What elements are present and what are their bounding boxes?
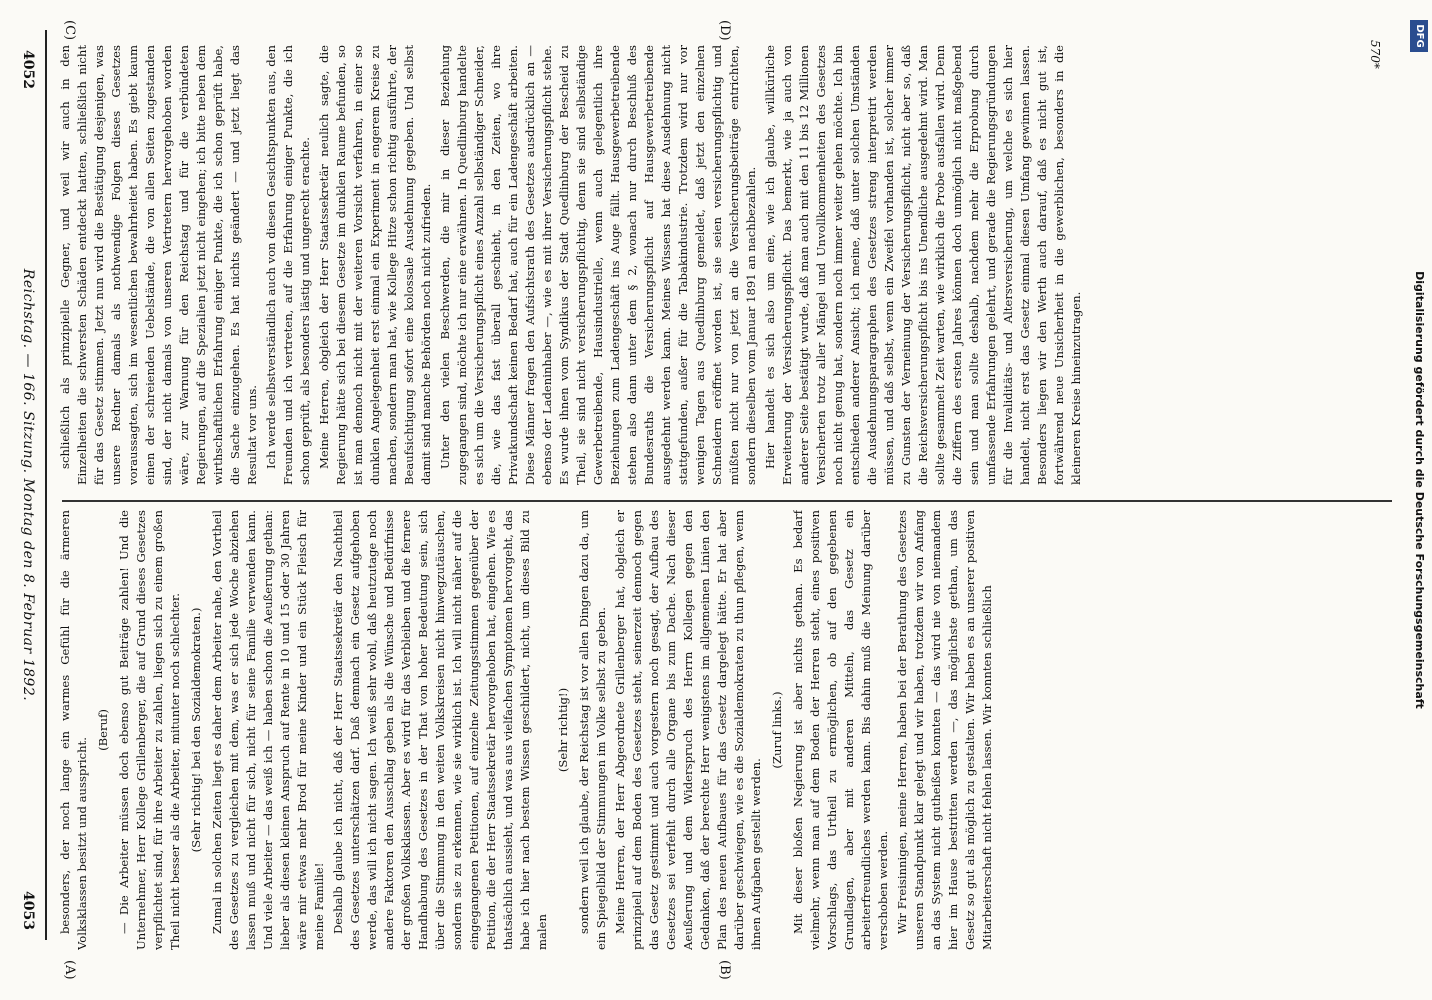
margin-mark-b: (B) xyxy=(717,960,732,980)
paragraph: Zumal in solchen Zeiten liegt es daher dem Arbeiter nahe, den Vortheil des Gesetzes zu vergleichen mit dem, was er sich jede Woche abziehen lassen muß und nicht für sich, nicht für seine Familie verwenden kann. Und viele Arbeiter — das weiß ich — haben schon die Aeußerung gethan: lieber als diesen kleinen Anspruch auf Rente in 10 und 15 oder 30 Jahren wäre mir etwas mehr Brod für meine Kinder und ein Stück Fleisch für meine Familie! xyxy=(210,510,326,950)
paragraph: Mit dieser bloßen Negierung ist aber nichts gethan. Es bedarf vielmehr, wenn man auf dem Boden der Herren steht, eines positiven Vorschlags, das Urtheil zu ermöglichen, ob auf den gegebenen Grundlagen, aber mit anderen Mitteln, das Gesetz ein arbeiterfreundliches werden kann. Bis dahin muß die Meinung darüber verschoben werden. xyxy=(791,510,890,950)
paragraph: Wir Freisinnigen, meine Herren, haben bei der Berathung des Gesetzes unseren Standpunkt klar gelegt und wir haben, trotzdem wir von Anfang an das System nicht gutheißen konnten — das wird nie von niemandem hier im Hause bestritten werden —, das möglichste gethan, um das Gesetz so gut als möglich zu gestalten. Wir haben es an unserer positiven Mitarbeiterschaft nicht fehlen lassen. Wir konnten schließlich xyxy=(895,510,994,950)
paragraph: — Die Arbeiter müssen doch ebenso gut Beiträge zahlen! Und die Unternehmer, Herr Kollege Grillenberger, die auf Grund dieses Gesetzes verpflichtet sind, für ihre Arbeiter zu zahlen, liegen sich zu einem großen Theil nicht besser als die Arbeiter, mitunter noch schlechter. xyxy=(117,510,182,950)
digitization-credit: Digitalisierung gefördert durch die Deutsche Forschungsgemeinschaft xyxy=(1413,271,1426,709)
interjection: (Sehr richtig! bei den Sozialdemokraten.) xyxy=(189,607,203,853)
paragraph: sondern weil ich glaube, der Reichstag ist vor allen Dingen dazu da, um ein Spiegelbild der Stimmungen im Volke selbst zu geben. xyxy=(577,510,608,950)
paragraph: Unter den vielen Beschwerden, die mir in dieser Beziehung zugegangen sind, möchte ich nur eine erwähnen. In Quedlinburg handelte es sich um die Versicherungspflicht eines Anzahl selbständiger Schneider, die, wie das fast überall geschieht, in den Zeiten, wo ihre Privatkundschaft keinen Bedarf hat, auch für ein Ladengeschäft arbeiten. Diese Männer fragen den Aufsichtsrath des Gesetzes ausdrücklich an — ebenso der Ladeninhaber —, wie es mit ihrer Versicherungspflicht stehe. Es wurde ihnen vom Syndikus der Stadt Quedlinburg der Bescheid zu Theil, sie sind nicht versicherungspflichtig, denn sie sind selbständige Gewerbetreibende, Hausindustrielle, wenn auch gelegentlich ihre Beziehungen zum Ladengeschäft ins Auge fällt. Hausgewerbetreibende stehen also dann unter dem § 2, wonach nur durch Beschluß des Bundesraths die Versicherungspflicht auf Hausgewerbetreibende ausgedehnt werden kann. Meines Wissens hat diese Ausdehnung nicht stattgefunden, außer für die Tabakindustrie. Trotzdem wird nur vor wenigen Tagen aus Quedlinburg gemeldet, daß jetzt den einzelnen Schneidern eröffnet worden ist, sie seien versicherungspflichtig und müßten nicht nur von jetzt an die Versicherungsbeiträge entrichten, sondern dieselben vom Januar 1891 an nachbezahlen. xyxy=(438,45,758,485)
page-header xyxy=(12,30,40,940)
running-title: Reichstag. — 166. Sitzung. Montag den 8. Februar 1892. xyxy=(20,268,36,702)
paragraph: Deshalb glaube ich nicht, daß der Herr Staatssekretär den Nachtheil des Gesetzes unterschätzen darf. Daß demnach ein Gesetz aufgehoben werde, das will ich nicht sagen. Ich weiß sehr wohl, daß heutzutage noch andere Faktoren den Ausschlag geben als die Wünsche und Bedürfnisse der großen Volksklassen. Aber es wird für das Verbleiben und die fernere Handhabung des Gesetzes in der That von hoher Bedeutung sein, sich über die Stimmung in den weiten Volkskreisen nicht hinwegzutäuschen, sondern sie zu erkennen, wie sie wirklich ist. Ich will nicht näher auf die eingegangenen Petitionen, auf einzelne Zeitungsstimmen gegenüber der Petition, die der Herr Staatssekretär hervorgehoben hat, eingehen. Wie es thatsächlich aussieht, und was aus vielfachen Symptomen hervorgeht, das habe ich hier nach bestem Wissen geschildert, nicht, um dieses Bild zu malen xyxy=(331,510,549,950)
paragraph: Meine Herren, obgleich der Herr Staatssekretär neulich sagte, die Regierung hätte sich bei diesem Gesetze im dunklen Raume befunden, so ist man dennoch nicht mit der weiteren Vorsicht verfahren, in einer so dunklen Angelegenheit erst einmal ein Experiment in engerem Kreise zu machen, sondern man hat, wie Kollege Hitze schon richtig ausführte, der Beaufsichtigung sofort eine kolossale Ausdehnung gegeben. Und selbst damit sind manche Behörden noch nicht zufrieden. xyxy=(317,45,433,485)
paragraph: Ich werde selbstverständlich auch von diesen Gesichtspunkten aus, den Freunden und ich vertreten, auf die Erfahrung einiger Punkte, die ich schon geprüft, als besonders lästig und ungerecht erachte. xyxy=(264,45,312,485)
interjection: (Zuruf links.) xyxy=(770,691,784,769)
column-divider xyxy=(62,500,1392,502)
left-text-column xyxy=(57,510,1392,950)
paragraph: Hier handelt es sich also um eine, wie ich glaube, willkürliche Erweiterung der Versicherungspflicht. Das bemerkt, wie ja auch von anderer Seite bestätigt wurde, daß man auch mit den 11 bis 12 Millionen Versicherten trotz aller Mängel und Unvollkommenheiten des Gesetzes noch nicht genug hat, sondern noch immer weiter gehen möchte. Ich bin entschieden anderer Ansicht; ich meine, daß unter solchen Umständen die Ausdehnungsparagraphen des Gesetzes streng interpretirt werden müssen, und daß selbst, wenn ein Zweifel vorhanden ist, solcher immer zu Gunsten der Verneinung der Versicherungspflicht, nicht aber so, daß die Reichsversicherungspflicht bis ins Unendliche ausgedehnt wird. Man sollte gesammelt Zeit warten, wie wirklich die Probe ausfallen wird. Denn die Ziffern des ersten Jahres können doch unmöglich nicht maßgebend sein und man sollte deshalb, nachdem mehr die Erprobung durch umfassende Erfahrungen gelehrt, und gerade die Regierungsgründungen für die Invaliditäts- und Altersversicherung, um welche es sich hier handelt, nicht erst das Gesetz einmal diesen Umfang gewinnen lassen. Besonders liegen wir den Werth auch darauf, daß es nicht gut ist, fortwährend neue Unsicherheit in die gewerblichen, besonders in die kleineren Kreise hineinzutragen. xyxy=(763,45,1083,485)
paragraph: schließlich als prinzipielle Gegner, und weil wir auch in den Einzelheiten die schwersten Schäden entdeckt hatten, schließlich nicht für das Gesetz stimmen. Jetzt nun wird die Bestätigung desjenigen, was unsere Redner damals als nothwendige Folgen dieses Gesetzes voraussagten, sich im wesentlichen bewahrheitet haben. Es giebt kaum einen der schreienden Uebelstände, die von allen Seiten zugestanden sind, der nicht damals von unseren Vertretern hervorgehoben worden wäre, zur Warnung für den Reichstag und für die verbündeten Regierungen, auf die Spezialien jetzt nicht eingehen; ich bitte neben dem wirthschaftlichen Erfahrung einiger Punkte, die ich schon geprüft habe, die Sache einzugehen. Es hat nichts geändert — und jetzt liegt das Resultat vor uns. xyxy=(58,45,259,485)
dfg-logo: DFG xyxy=(1410,20,1428,52)
margin-mark-a: (A) xyxy=(62,960,77,980)
paragraph: besonders, der noch lange ein warmes Gefühl für die ärmeren Volksklassen besitzt und ausspricht. xyxy=(58,510,89,950)
paragraph: Meine Herren, der Herr Abgeordnete Grillenberger hat, obgleich er prinzipiell auf dem Boden des Gesetzes steht, seinerzeit dennoch gegen das Gesetz gestimmt und auch vorgestern noch gesagt, der Aufbau des Gesetzes sei verfehlt durch alle Organe bis zum Dache. Nach dieser Aeußerung und dem Widerspruch des Herrn Kollegen gegen den Gedanken, daß der berechte Herr wenigstens im allgemeinen Linien den Plan des neuen Aufbaues für das Gesetz dargelegt hätte. Er hat aber darüber geschwiegen, wie es die Sozialdemokraten zu thun pflegen, wenn ihnen Aufgaben gestellt werden. xyxy=(613,510,763,950)
header-rule xyxy=(45,30,47,940)
signature-mark: 570* xyxy=(1368,40,1382,69)
page-number-right: 4053 xyxy=(20,891,36,930)
right-text-column xyxy=(57,45,1392,485)
page-number-left: 4052 xyxy=(20,50,36,89)
margin-mark-c: (C) xyxy=(62,20,77,41)
interjection: (Beruf) xyxy=(96,709,110,751)
interjection: (Sehr richtig!) xyxy=(556,687,570,773)
margin-mark-d: (D) xyxy=(717,20,732,41)
